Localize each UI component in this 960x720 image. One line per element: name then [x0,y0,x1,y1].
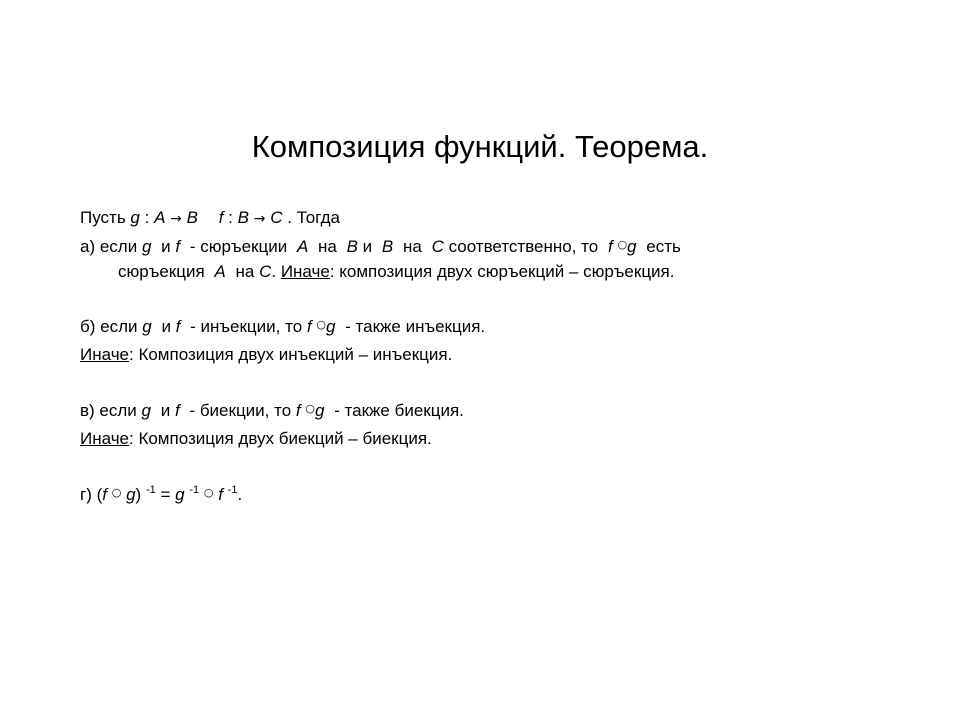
var-g: g [141,401,151,420]
var-c: C [270,208,283,227]
item-a-text-2: соответственно, то [448,237,599,256]
intro-suffix: . Тогда [287,208,340,227]
item-b-l2-rest: : Композиция двух инъекций – инъекция. [129,345,453,364]
item-b-line-1 [80,316,485,340]
var-b: B [381,237,394,256]
item-c-line-2 [80,428,432,450]
var-c: C [431,237,444,256]
otherwise-label: Иначе [280,262,330,281]
var-f: f [295,401,301,420]
arrow-icon: → [253,211,266,227]
close-paren: ) [135,485,142,504]
item-c-l2-rest: : Композиция двух биекций – биекция. [129,429,432,448]
item-a-line-1 [80,236,681,260]
word-and: и [161,237,171,256]
equals-sign: = [160,485,171,504]
var-g: g [142,317,152,336]
dot: . [271,262,277,281]
intro-prefix: Пусть [80,208,126,227]
inverse-exponent: -1 [227,484,238,496]
var-f: f [218,485,223,504]
var-g: g [175,485,185,504]
item-b-prefix: б) если [80,317,138,336]
var-f: f [218,208,224,227]
item-a-prefix: а) если [80,237,138,256]
var-f: f [306,317,312,336]
item-c-line-1 [80,400,464,424]
composition-circle-icon: ○ [617,238,628,251]
item-a-l2-rest: : композиция двух сюръекций – сюръекция. [329,262,675,281]
otherwise-label: Иначе [80,429,129,448]
var-f: f [607,237,613,256]
word-on: на [318,237,337,256]
item-b-text-1: - инъекции, то [190,317,303,336]
colon: : [228,208,233,227]
intro-line [80,207,340,230]
item-c-prefix: в) если [80,401,137,420]
word-and: и [160,401,171,420]
var-b: B [237,208,249,227]
var-b: B [186,208,198,227]
word-on: на [235,262,255,281]
var-g: g [325,317,336,336]
var-a: A [154,208,166,227]
var-g: g [141,237,152,256]
item-c-text-1: - биекции, то [189,401,292,420]
inverse-exponent: -1 [145,484,156,496]
word-and: и [161,317,171,336]
item-a-l2-text: сюръекция [118,262,205,281]
var-c: C [259,262,272,281]
item-d-line [80,484,242,508]
item-c-text-2: - также биекция. [334,401,464,420]
composition-circle-icon: ○ [203,486,214,499]
item-b-line-2 [80,344,452,366]
composition-circle-icon: ○ [316,318,326,331]
var-g: g [130,208,140,227]
item-d-prefix: г) ( [80,485,103,504]
otherwise-label: Иначе [80,345,129,364]
var-b: B [346,237,358,256]
word-and: и [362,237,373,256]
item-a-text-3: есть [646,237,681,256]
inverse-exponent: -1 [189,484,200,496]
slide-title: Композиция функций. Теорема. [251,129,709,164]
item-a-line-2 [118,261,675,283]
item-b-text-2: - также инъекция. [345,317,486,336]
var-a: A [296,237,309,256]
var-a: A [214,262,226,281]
composition-circle-icon: ○ [111,486,122,499]
var-f: f [175,317,181,336]
var-g: g [627,237,637,256]
var-f: f [102,485,107,504]
var-f: f [175,237,181,256]
var-g: g [126,485,136,504]
item-a-text-1: - сюръекции [189,237,288,256]
dot: . [237,485,243,504]
composition-circle-icon: ○ [305,402,315,415]
var-g: g [314,401,325,420]
word-on: на [402,237,422,256]
arrow-icon: → [170,211,182,227]
colon: : [144,208,150,227]
var-f: f [174,401,180,420]
